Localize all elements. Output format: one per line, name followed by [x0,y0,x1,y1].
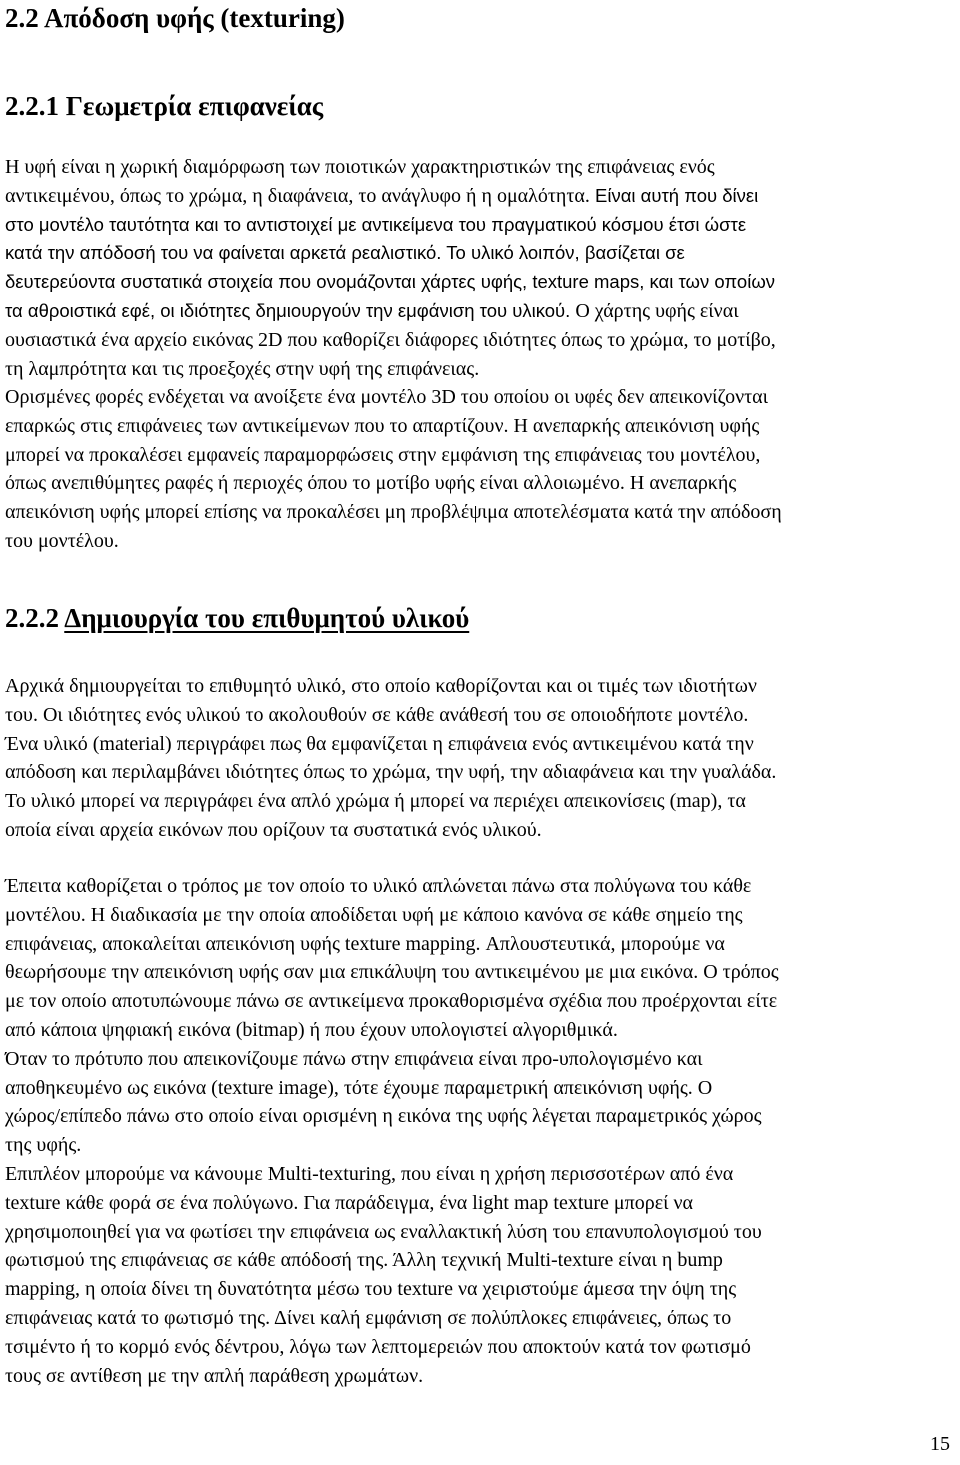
text-segment: Ο χάρτης υφής είναι [570,299,739,322]
text-segment: τα αθροιστικά εφέ, οι ιδιότητες δημιουργούν την εμφάνιση του υλικού. [5,299,571,321]
text-line: στο μοντέλο ταυτότητα και το αντιστοιχεί με αντικείμενα του πραγματικού κόσμου έτσι ώστε [5,213,747,235]
subsection-number: 2.2.2 [5,603,65,633]
text-line: Ορισμένες φορές ενδέχεται να ανοίξετε ένα μοντέλο 3D του οποίου οι υφές δεν απεικονίζονται [5,386,769,408]
text-line: Όταν το πρότυπο που απεικονίζουμε πάνω στην επιφάνεια είναι προ-υπολογισμένο και [5,1047,703,1070]
text-segment: Είναι αυτή που δίνει [589,184,759,206]
text-line: Αρχικά δημιουργείται το επιθυμητό υλικό, στο οποίο καθορίζονται και οι τιμές των ιδιοτήτων [5,675,757,697]
text-line: της υφής. [5,1134,82,1157]
text-line: Επιπλέον μπορούμε να κάνουμε Multi-texturing, που είναι η χρήση περισσοτέρων από ένα [5,1162,734,1185]
text-line: texture κάθε φορά σε ένα πολύγωνο. Για παράδειγμα, ένα light map texture μπορεί να [5,1191,694,1214]
subsection-heading-geometry: 2.2.1 Γεωμετρία επιφανείας [5,91,324,121]
text-line: του. Οι ιδιότητες ενός υλικού το ακολουθούν σε κάθε ανάθεσή του σε οποιοδήποτε μοντέλο. [5,703,749,726]
text-line: επιφάνειας, αποκαλείται απεικόνιση υφής texture mapping. Απλουστευτικά, μπορούμε να [5,932,725,955]
paragraph-texture-intro [5,153,955,383]
text-line: mapping, η οποία δίνει τη δυνατότητα μέσω του texture να χειριστούμε άμεσα την όψη της [5,1278,737,1301]
text-line: οποία είναι αρχεία εικόνων που ορίζουν τα συστατικά ενός υλικού. [5,818,542,841]
text-line: χρησιμοποιηθεί για να φωτίσει την επιφάνεια ως εναλλακτική λύση του επανυπολογισμού του [5,1220,762,1243]
text-line: φωτισμού της επιφάνειας σε κάθε απόδοσή της. Άλλη τεχνική Multi-texture είναι η bump [5,1249,723,1272]
text-line: επαρκώς στις επιφάνειες των αντικείμενων που το απαρτίζουν. Η ανεπαρκής απεικόνιση υφής [5,414,760,437]
text-line: τους σε αντίθεση με την απλή παράθεση χρωμάτων. [5,1364,424,1387]
text-line: χώρος/επίπεδο πάνω στο οποίο είναι ορισμένη η εικόνα της υφής λέγεται παραμετρικός χώρος [5,1105,762,1128]
text-line: τσιμέντο ή το κορμό ενός δέντρου, λόγω των λεπτομερειών που αποκτούν κατά τον φωτισμό [5,1335,751,1358]
text-line: ουσιαστικά ένα αρχείο εικόνας 2D που καθορίζει διάφορες ιδιότητες όπως το χρώμα, το μοτίβο, [5,328,776,351]
text-line: του μοντέλου. [5,529,119,552]
text-line: μπορεί να προκαλέσει εμφανείς παραμορφώσεις στην εμφάνιση της επιφάνειας του μοντέλου, [5,443,761,466]
text-line [5,239,955,268]
text-line: Έπειτα καθορίζεται ο τρόπος με τον οποίο το υλικό απλώνεται πάνω στα πολύγωνα του κάθε [5,875,752,897]
paragraph-texture-mapping [5,872,955,1390]
paragraph-material-intro [5,672,955,845]
text-line: θεωρήσουμε την απεικόνιση υφής σαν μια επικάλυψη του αντικειμένου με μια εικόνα. Ο τρόπος [5,961,779,984]
page-number: 15 [930,1433,950,1455]
text-line: από κάποια ψηφιακή εικόνα (bitmap) ή που έχουν υπολογιστεί αλγοριθμικά. [5,1018,618,1041]
subsection-heading-material [5,602,469,634]
text-line: Ένα υλικό (material) περιγράφει πως θα εμφανίζεται η επιφάνεια ενός αντικειμένου κατά την [5,732,754,755]
text-line: απεικόνιση υφής μπορεί επίσης να προκαλέσει μη προβλέψιμα αποτελέσματα κατά την απόδοση [5,501,782,524]
text-line [5,182,955,211]
text-line: μοντέλου. Η διαδικασία με την οποία αποδίδεται υφή με κάποιο κανόνα σε κάθε σημείο της [5,903,743,926]
text-line: με τον οποίο αποτυπώνουμε πάνω σε αντικείμενα προκαθορισμένα σχέδια που προέρχονται είτε [5,990,778,1013]
text-line: Η υφή είναι η χωρική διαμόρφωση των ποιοτικών χαρακτηριστικών της επιφάνειας ενός [5,156,715,178]
section-heading: 2.2 Απόδοση υφής (texturing) [5,3,345,33]
text-line [5,297,955,326]
text-segment: κατά την απόδοσή του να φαίνεται αρκετά ρεαλιστικό. [5,242,442,264]
text-line: όπως ανεπιθύμητες ραφές ή περιοχές όπου το μοτίβο υφής είναι αλλοιωμένο. Η ανεπαρκής [5,472,737,495]
text-line: δευτερεύοντα συστατικά στοιχεία που ονομάζονται χάρτες υφής, texture maps, και των οποίων [5,271,776,293]
text-segment: αντικειμένου, όπως το χρώμα, η διαφάνεια, το ανάγλυφο ή η ομαλότητα. [5,184,590,207]
text-segment: Το υλικό λοιπόν, βασίζεται σε [441,242,685,264]
subsection-title: Δημιουργία του επιθυμητού υλικού [64,603,470,633]
text-line: Το υλικό μπορεί να περιγράφει ένα απλό χρώμα ή μπορεί να περιέχει απεικονίσεις (map), τα [5,790,746,813]
paragraph-texture-issues [5,383,955,556]
text-line: επιφάνειας κατά το φωτισμό της. Δίνει καλή εμφάνιση σε πολύπλοκες επιφάνειες, όπως το [5,1306,732,1329]
text-line: αποθηκευμένο ως εικόνα (texture image), τότε έχουμε παραμετρική απεικόνιση υφής. Ο [5,1076,713,1099]
text-line: απόδοση και περιλαμβάνει ιδιότητες όπως το χρώμα, την υφή, την αδιαφάνεια και την γυαλάδα. [5,761,777,784]
text-line: τη λαμπρότητα και τις προεξοχές στην υφή της επιφάνειας. [5,357,480,380]
